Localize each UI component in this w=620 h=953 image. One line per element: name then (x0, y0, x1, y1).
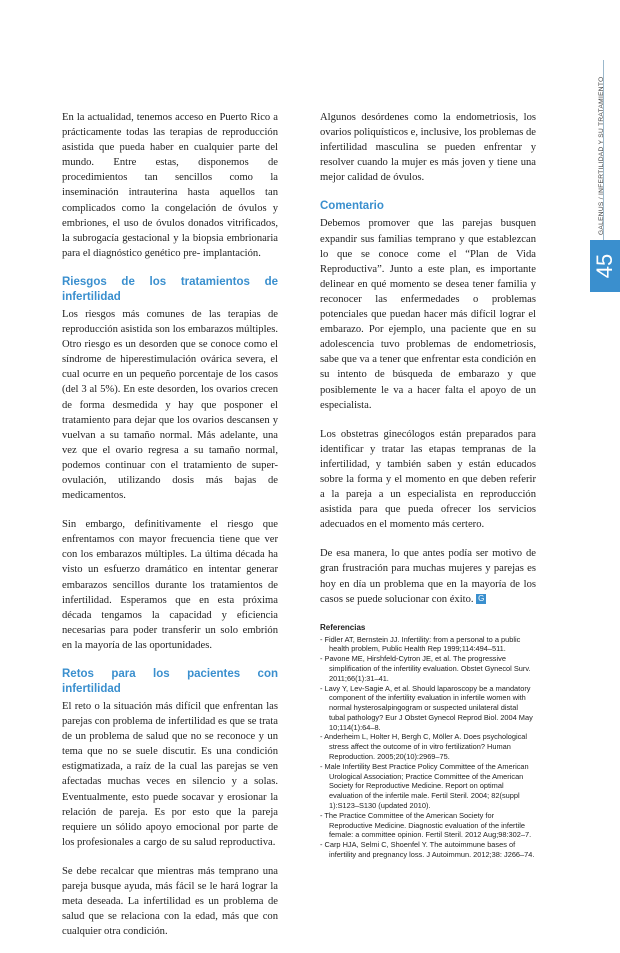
page-number: 45 (592, 253, 617, 279)
heading-comentario: Comentario (320, 200, 384, 213)
references-title: Referencias (320, 622, 366, 632)
heading-retos: Retos para los pacientes con infertilidad (62, 668, 278, 695)
intro-paragraph: En la actualidad, tenemos acceso en Puerto Rico a prácticamente todas las terapias de reproducción asistida que pueda haber en cualquier parte del mundo. Entre estas, disponemos de procedimientos tan sencillos como la inseminación intrauterina hasta aquellos tan complicados como la congelación de óvulos y embriones, el uso de óvulos donados vitrificados, la subrogacía gestacional y la biopsia embrionaria para el diagnóstico genético pre- implantación. (62, 112, 278, 259)
end-mark-icon: G (478, 594, 485, 604)
right-column (320, 110, 536, 860)
reference-item: - Carp HJA, Selmi C, Shoenfel Y. The autoimmune bases of infertility and pregnancy loss. J Autoimmun. 2012;38: J266–74. (320, 840, 535, 860)
reference-item: - Anderheim L, Holter H, Bergh C, Möller A. Does psychological stress affect the outcome of in vitro fertilization? Human Reproduction. 2005;20(10):2969–75. (320, 732, 528, 762)
retos-paragraph-1: El reto o la situación más difícil que enfrentan las parejas con problema de infertilidad es que se trata de un problema de salud que no se reconoce y un tema que no se suele discutir. Es una condición estigmatizada, a raíz de la cual las parejas se ven afectadas muchas veces en silencio y a solas. Eventualmente, esto puede socavar y erosionar la relación de pareja. Es por esto que la pareja requiere un sólido apoyo emocional por parte de los profesionales a cargo de su salud reproductiva. (62, 701, 278, 848)
riesgos-paragraph-1: Los riesgos más comunes de las terapias de reproducción asistida son los embarazos múltiples. Otro riesgo es un desorden que se conoce como el síndrome de hiperestimulación ovárica severa, el cual ocurre en un pequeño porcentaje de los casos (del 3 al 5%). En este desorden, los ovarios crecen de forma desmedida y hay que posponer el tratamiento para dejar que los ovarios descansen y vuelvan a su tamaño normal. Más adelante, una vez que el ovario regresa a su tamaño normal, podemos continuar con el tratamiento de super-ovulación, utilizando dosis más bajas de medicamentos. (62, 308, 278, 502)
page-number-tab (590, 240, 620, 292)
retos-paragraph-2: Se debe recalcar que mientras más temprano una pareja busque ayuda, más fácil se le hará lograr la meta deseada. La infertilidad es un problema de salud que se relaciona con la edad, más que con cualquier otra condición. (62, 865, 278, 938)
reference-item: - Pavone ME, Hirshfeld-Cytron JE, et al. The progressive simplification of the infertility evaluation. Obstet Gynecol Surv. 2011;66(1):31–41. (320, 654, 531, 683)
comentario-paragraph-3 (320, 546, 536, 606)
reference-item: - Male Infertility Best Practice Policy Committee of the American Urological Association; Practice Committee of the American Society for Reproductive Medicine. Report on optimal evaluation of the infertile male. Fertil Steril. 2004; 82(suppl 1):S123–S130 (updated 2010). (320, 761, 529, 811)
right-paragraph-1: Algunos desórdenes como la endometriosis, los ovarios poliquísticos e, inclusive, los problemas de infertilidad masculina se pueden enfrentar y resolver cuando la mujer es más joven y tiene una mejor calidad de óvulos. (320, 112, 536, 184)
reference-item: - Lavy Y, Lev-Sagie A, et al. Should laparoscopy be a mandatory component of the infertility evaluation in infertile women with normal hysterosalpingogram or suspected unilateral distal tubal pathology? Eur J Obstet Gynecol Reprod Biol. 2004 May 10;114(1):64–8. (320, 683, 533, 732)
reference-item: - The Practice Committee of the American Society for Reproductive Medicine. Diagnostic evaluation of the infertile female: a committee opinion. Fertil Steril. 2012 Aug;98:302–7. (320, 810, 532, 840)
references-list (320, 635, 536, 860)
left-column (62, 110, 278, 953)
comentario-paragraph-2: Los obstetras ginecólogos están preparados para identificar y tratar las etapas tempranas de la infertilidad, y también saben y están educados sobre la forma y el momento en que deben referir a la pareja a un especialista en reproducción asistida para que pueda ofrecer los servicios adecuados en el momento más certero. (320, 428, 536, 531)
comentario-paragraph-3-text: De esa manera, lo que antes podía ser motivo de gran frustración para muchas mujeres y parejas es hoy en día un problema que en la mayoría de los casos se puede solucionar con éxito. (320, 548, 536, 605)
heading-riesgos: Riesgos de los tratamientos de infertilidad (62, 275, 278, 303)
running-head: GALENUS / INFERTILIDAD Y SU TRATAMIENTO (598, 76, 605, 235)
riesgos-paragraph-2: Sin embargo, definitivamente el riesgo que enfrentamos con mayor frecuencia tiene que ver con los embarazos múltiples. La última década ha visto un esfuerzo dramático en intentar generar embarazos sencillos durante los tratamientos de infertilidad. Esperamos que en esta próxima década tengamos la capacidad y eficiencia necesarias para poder transferir un solo embrión en la mayoría de las oportunidades. (62, 519, 278, 651)
comentario-paragraph-1: Debemos promover que las parejas busquen expandir sus familias temprano y que establezcan lo que se conoce come el “Plan de Vida Reproductiva”. Junto a este plan, es importante delinear en qué momento se desea tener familia y reconocer las enfermedades o problemas potenciales que puedan hacer más difícil lograr el embarazo. Por ejemplo, una paciente que en su adolescencia tuvo problemas de endometriosis, sabe que va a tener que enfrentar esta condición en su intento de búsqueda de embarazo y que posiblemente le va a hacer falta el apoyo de un especialista. (320, 218, 536, 411)
reference-item: - Fidler AT, Bernstein JJ. Infertility: from a personal to a public health problem, Public Health Rep 1999;114:494–511. (320, 634, 521, 654)
references (320, 623, 536, 860)
